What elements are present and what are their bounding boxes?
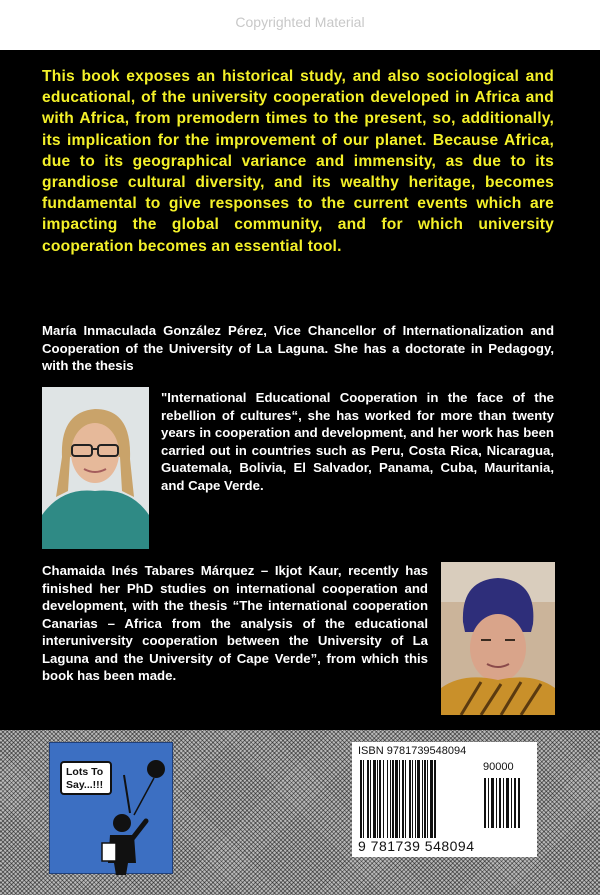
author2-photo bbox=[441, 562, 555, 715]
author2-bio: Chamaida Inés Tabares Márquez – Ikjot Kaur, recently has finished her PhD studies on international cooperation and development, with the thesis “The international cooperation Canarias – Africa from the analysis of the educational interuniversity cooperation between the University of La Laguna and the University of Cape Verde”, from which this book has been made. bbox=[42, 563, 428, 683]
book-description: This book exposes an historical study, and also sociological and educational, of the university cooperation developed in Africa and with Africa, from premodern times to the present, so, additionally, its implication for the improvement of our planet. Because Africa, due to its geographical variance and immensity, as due to its grandiose cultural diversity, and its wealthy heritage, becomes fundamental to give responses to the current events which are impacting the global community, and for which university cooperation becomes an essential tool. bbox=[42, 68, 554, 255]
author1-bio-intro: María Inmaculada González Pérez, Vice Chancellor of Internationalization and Cooperation of the University of La Laguna. She has a doctorate in Pedagogy, with the thesis bbox=[42, 323, 554, 373]
top-margin bbox=[0, 0, 600, 50]
isbn-number: ISBN 9781739548094 bbox=[358, 745, 467, 757]
copyright-watermark: Copyrighted Material bbox=[235, 14, 365, 30]
ean-digits: 9 781739 548094 bbox=[358, 838, 475, 854]
price-code: 90000 bbox=[483, 761, 514, 773]
addon-barcode-bars bbox=[484, 778, 524, 828]
isbn-barcode-label bbox=[352, 742, 537, 857]
author1-bio-continued: "International Educational Cooperation in the face of the rebellion of cultures“, she has worked for more than twenty years in cooperation and development, and her work has been carried out in countries such as Peru, Costa Rica, Nicaragua, Guatemala, Bolivia, El Salvador, Panama, Cuba, Mauritania, and Cape Verde. bbox=[161, 390, 554, 493]
author1-photo bbox=[42, 387, 149, 549]
speech-bubble: Lots To Say...!!! bbox=[60, 761, 112, 795]
publisher-logo bbox=[49, 742, 173, 874]
barcode-bars bbox=[358, 760, 478, 838]
